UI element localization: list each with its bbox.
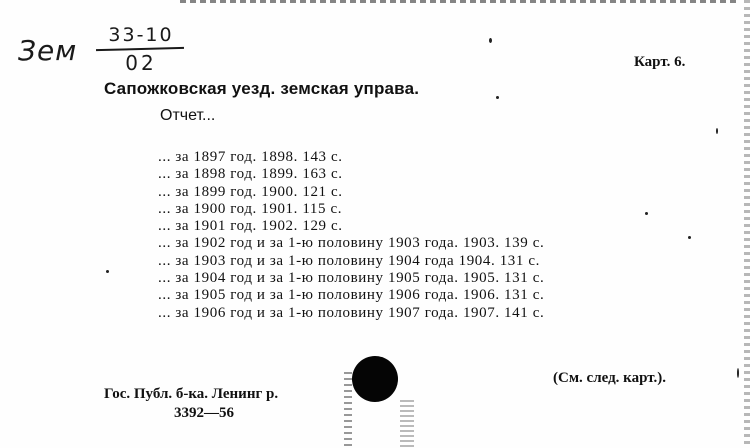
report-entry: ... за 1902 год и за 1-ю половину 1903 года. 1903. 139 с.	[158, 235, 545, 252]
report-entry: ... за 1903 год и за 1-ю половину 1904 года 1904. 131 с.	[158, 252, 540, 269]
report-entry: ... за 1899 год. 1900. 121 с.	[158, 183, 343, 200]
handwritten-denominator: 02	[125, 51, 157, 75]
continued-note: (См. след. карт.).	[553, 370, 666, 386]
shelfmark: 3392—56	[174, 405, 234, 421]
library-stamp: Гос. Публ. б-ка. Ленинг р.	[104, 386, 279, 402]
scan-smudge	[344, 372, 352, 448]
scan-speck	[688, 236, 691, 239]
handwritten-fraction	[96, 24, 186, 74]
card-subheading: Отчет...	[160, 107, 216, 124]
card-top-edge	[180, 0, 740, 3]
scan-smudge	[400, 400, 414, 448]
scan-speck	[645, 212, 648, 215]
report-entry: ... за 1898 год. 1899. 163 с.	[158, 166, 343, 183]
card-right-edge	[744, 0, 750, 448]
report-entry: ... за 1905 год и за 1-ю половину 1906 года. 1906. 131 с.	[158, 287, 545, 304]
punch-hole	[352, 356, 398, 402]
scan-speck	[496, 96, 499, 99]
scan-speck	[737, 368, 739, 378]
report-entry: ... за 1897 год. 1898. 143 с.	[158, 149, 343, 165]
report-entry: ... за 1906 год и за 1-ю половину 1907 года. 1907. 141 с.	[158, 304, 545, 321]
scan-speck	[106, 270, 109, 273]
report-entry: ... за 1904 год и за 1-ю половину 1905 года. 1905. 131 с.	[158, 270, 545, 287]
report-entries-list	[158, 149, 544, 322]
report-entry: ... за 1901 год. 1902. 129 с.	[158, 218, 343, 235]
handwritten-prefix: Зем	[18, 34, 78, 67]
card-heading: Сапожковская уезд. земская управа.	[104, 79, 420, 98]
handwritten-numerator: 33-10	[108, 24, 174, 46]
report-entry: ... за 1900 год. 1901. 115 с.	[158, 200, 343, 217]
scan-speck	[489, 38, 492, 43]
card-number: Карт. 6.	[634, 54, 686, 70]
scan-speck	[716, 128, 718, 134]
